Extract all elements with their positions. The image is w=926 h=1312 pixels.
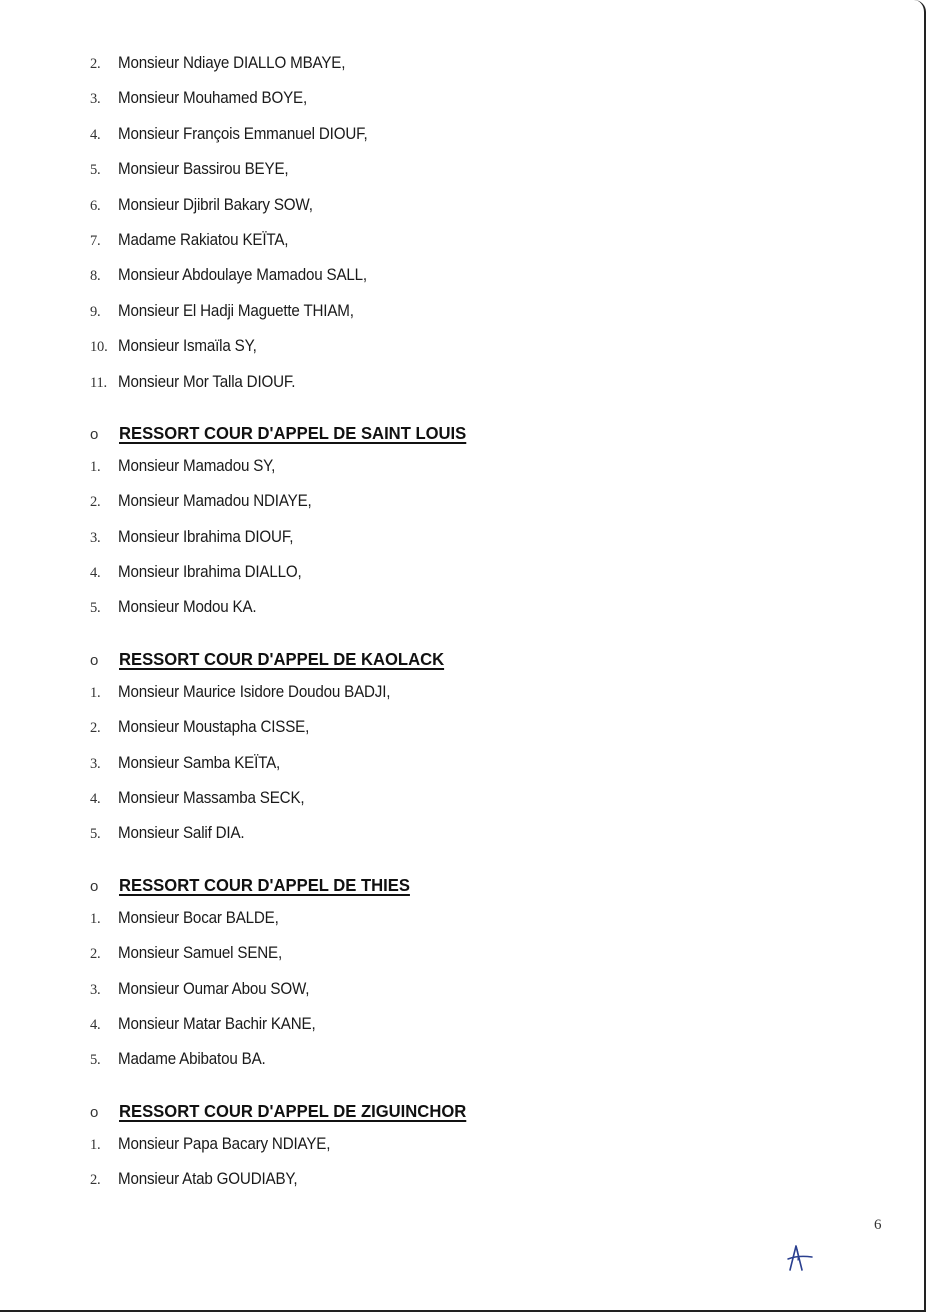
section-kaolack xyxy=(90,649,850,860)
section-ziguinchor xyxy=(90,1101,850,1206)
item-number: 8. xyxy=(90,268,101,285)
item-name: Monsieur Mamadou NDIAYE, xyxy=(118,492,312,511)
item-name: Monsieur Mouhamed BOYE, xyxy=(118,89,307,108)
item-number: 3. xyxy=(90,91,101,108)
list-item xyxy=(90,528,850,563)
section-header xyxy=(90,423,850,457)
list-item xyxy=(90,944,850,979)
item-name: Monsieur El Hadji Maguette THIAM, xyxy=(118,301,354,320)
list-item xyxy=(90,980,850,1015)
item-name: Monsieur Mor Talla DIOUF. xyxy=(118,372,296,391)
list-item xyxy=(90,1050,850,1085)
item-number: 2. xyxy=(90,720,101,737)
list-item xyxy=(90,54,850,89)
item-number: 4. xyxy=(90,1016,101,1033)
document-content xyxy=(90,54,850,1206)
item-number: 6. xyxy=(90,197,101,214)
item-name: Monsieur Bocar BALDE, xyxy=(118,908,279,927)
item-name: Monsieur Bassirou BEYE, xyxy=(118,160,289,179)
section-bullet: o xyxy=(90,877,99,895)
item-name: Monsieur Samuel SENE, xyxy=(118,944,283,963)
item-name: Monsieur Papa Bacary NDIAYE, xyxy=(118,1134,331,1153)
list-item xyxy=(90,160,850,195)
section-saint-louis xyxy=(90,423,850,634)
item-number: 4. xyxy=(90,791,101,808)
item-name: Monsieur Oumar Abou SOW, xyxy=(118,979,310,998)
item-name: Monsieur Ibrahima DIALLO, xyxy=(118,563,302,582)
item-number: 3. xyxy=(90,981,101,998)
item-number: 7. xyxy=(90,232,101,249)
item-number: 4. xyxy=(90,126,101,143)
continued-list xyxy=(90,54,850,408)
section-bullet: o xyxy=(90,1103,99,1121)
item-number: 4. xyxy=(90,565,101,582)
list-item xyxy=(90,302,850,337)
list-item xyxy=(90,457,850,492)
list-item xyxy=(90,598,850,633)
item-number: 10. xyxy=(90,339,108,356)
item-number: 5. xyxy=(90,162,101,179)
list-item xyxy=(90,492,850,527)
list-item xyxy=(90,373,850,408)
item-number: 9. xyxy=(90,303,101,320)
list-item xyxy=(90,196,850,231)
list-item xyxy=(90,563,850,598)
section-header xyxy=(90,875,850,909)
list-item xyxy=(90,337,850,372)
list-item xyxy=(90,1015,850,1050)
handwritten-initial-icon xyxy=(782,1240,822,1274)
item-number: 2. xyxy=(90,56,101,72)
list-item xyxy=(90,824,850,859)
item-name: Monsieur Modou KA. xyxy=(118,598,257,617)
item-name: Monsieur Atab GOUDIABY, xyxy=(118,1170,298,1189)
item-number: 5. xyxy=(90,826,101,843)
section-heading: RESSORT COUR D'APPEL DE KAOLACK xyxy=(119,648,445,669)
item-name: Monsieur Abdoulaye Mamadou SALL, xyxy=(118,266,367,285)
item-name: Monsieur Samba KEÏTA, xyxy=(118,753,281,772)
item-number: 5. xyxy=(90,600,101,617)
list-item xyxy=(90,89,850,124)
item-number: 2. xyxy=(90,494,101,511)
item-name: Monsieur Mamadou SY, xyxy=(118,456,276,475)
item-number: 1. xyxy=(90,1136,101,1153)
section-heading: RESSORT COUR D'APPEL DE ZIGUINCHOR xyxy=(119,1100,467,1121)
section-header xyxy=(90,649,850,683)
list-item xyxy=(90,754,850,789)
item-number: 2. xyxy=(90,1172,101,1189)
item-name: Monsieur Moustapha CISSE, xyxy=(118,718,310,737)
item-number: 1. xyxy=(90,684,101,701)
page-number: 6 xyxy=(874,1217,882,1233)
item-name: Monsieur Ndiaye DIALLO MBAYE, xyxy=(118,54,346,72)
list-item xyxy=(90,1135,850,1170)
item-number: 1. xyxy=(90,458,101,475)
item-name: Monsieur Maurice Isidore Doudou BADJI, xyxy=(118,682,391,701)
section-heading: RESSORT COUR D'APPEL DE THIES xyxy=(119,874,410,895)
section-heading: RESSORT COUR D'APPEL DE SAINT LOUIS xyxy=(119,422,467,443)
item-name: Madame Abibatou BA. xyxy=(118,1050,266,1069)
list-item xyxy=(90,718,850,753)
section-bullet: o xyxy=(90,425,99,443)
item-name: Madame Rakiatou KEÏTA, xyxy=(118,230,289,249)
section-thies xyxy=(90,875,850,1086)
item-name: Monsieur Djibril Bakary SOW, xyxy=(118,195,313,214)
item-number: 5. xyxy=(90,1052,101,1069)
item-number: 3. xyxy=(90,755,101,772)
item-number: 1. xyxy=(90,910,101,927)
item-name: Monsieur François Emmanuel DIOUF, xyxy=(118,124,368,143)
item-name: Monsieur Ismaïla SY, xyxy=(118,337,257,356)
item-number: 2. xyxy=(90,946,101,963)
item-number: 11. xyxy=(90,374,107,391)
list-item xyxy=(90,125,850,160)
list-item xyxy=(90,909,850,944)
section-header xyxy=(90,1101,850,1135)
list-item xyxy=(90,683,850,718)
list-item xyxy=(90,266,850,301)
item-name: Monsieur Ibrahima DIOUF, xyxy=(118,527,294,546)
item-name: Monsieur Matar Bachir KANE, xyxy=(118,1014,316,1033)
item-name: Monsieur Massamba SECK, xyxy=(118,789,305,808)
item-name: Monsieur Salif DIA. xyxy=(118,824,245,843)
list-item xyxy=(90,1170,850,1205)
section-bullet: o xyxy=(90,651,99,669)
item-number: 3. xyxy=(90,529,101,546)
list-item xyxy=(90,231,850,266)
list-item xyxy=(90,789,850,824)
